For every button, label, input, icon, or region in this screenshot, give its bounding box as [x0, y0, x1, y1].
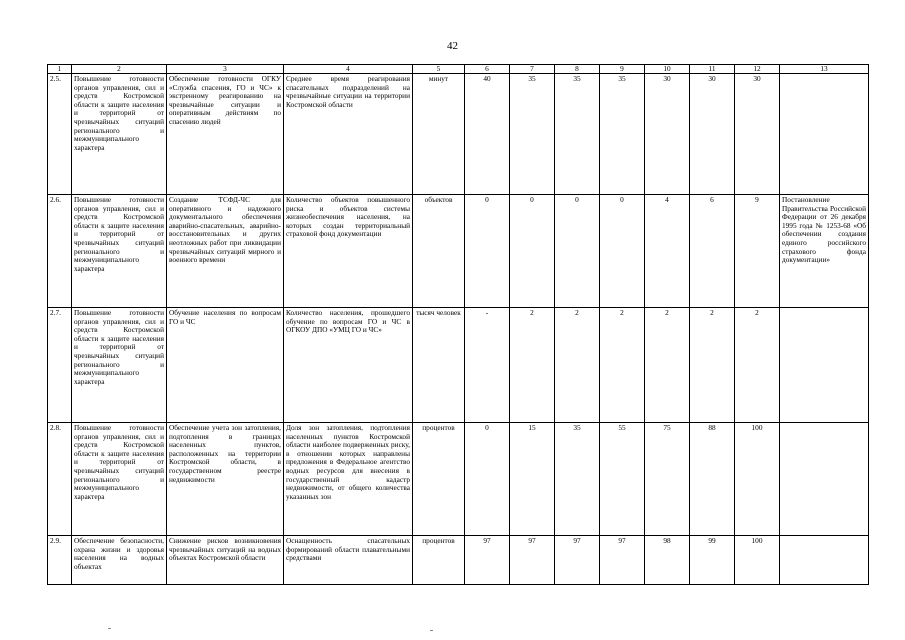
value-cell: 0 — [510, 195, 555, 308]
value-cell: - — [465, 308, 510, 423]
value-cell: 30 — [735, 74, 780, 195]
note-cell — [780, 536, 869, 585]
value-cell: 100 — [735, 423, 780, 536]
value-cell: 35 — [600, 74, 645, 195]
header-cell: 12 — [735, 65, 780, 74]
value-cell: 0 — [465, 195, 510, 308]
value-cell: 97 — [465, 536, 510, 585]
header-cell: 13 — [780, 65, 869, 74]
value-cell: 98 — [645, 536, 690, 585]
page-number: 42 — [447, 40, 458, 52]
value-cell: 2 — [645, 308, 690, 423]
value-cell: 9 — [735, 195, 780, 308]
row-number: 2.5. — [48, 74, 72, 195]
header-cell: 4 — [284, 65, 413, 74]
table-row — [48, 536, 869, 585]
value-cell: 97 — [555, 536, 600, 585]
value-cell: 0 — [465, 423, 510, 536]
unit-cell: процентов — [413, 536, 465, 585]
table-row — [48, 195, 869, 308]
note-cell — [780, 74, 869, 195]
value-cell: 99 — [690, 536, 735, 585]
scan-mark — [430, 630, 433, 631]
scan-mark — [108, 628, 111, 629]
header-cell: 2 — [72, 65, 167, 74]
value-cell: 30 — [690, 74, 735, 195]
value-cell: 0 — [600, 195, 645, 308]
header-cell: 9 — [600, 65, 645, 74]
header-cell: 7 — [510, 65, 555, 74]
indicators-table — [47, 64, 869, 585]
header-cell: 5 — [413, 65, 465, 74]
value-cell: 2 — [690, 308, 735, 423]
unit-cell: процентов — [413, 423, 465, 536]
value-cell: 30 — [645, 74, 690, 195]
task-cell: Создание ТСФД-ЧС для оперативного и надежного документального обеспечения аварийно-спасательных, аварийно-восстановительных и других неотложных работ при ликвидации чрезвычайных ситуаций мирного и военного времени — [167, 195, 284, 308]
table-row — [48, 74, 869, 195]
goal-cell: Повышение готовности органов управления, сил и средств Костромской области к защите населения и территорий от чрезвычайных ситуаций регионального и межмуниципального характера — [72, 74, 167, 195]
value-cell: 100 — [735, 536, 780, 585]
table-row — [48, 308, 869, 423]
unit-cell: минут — [413, 74, 465, 195]
indicator-cell: Количество объектов повышенного риска и объектов системы жизнеобеспечения населения, на которых создан территориальный страховой фонд документации — [284, 195, 413, 308]
value-cell: 6 — [690, 195, 735, 308]
task-cell: Снижение рисков возникновения чрезвычайных ситуаций на водных объектах Костромской области — [167, 536, 284, 585]
header-row — [48, 65, 869, 74]
value-cell: 0 — [555, 195, 600, 308]
indicator-cell: Оснащенность спасательных формирований области плавательными средствами — [284, 536, 413, 585]
row-number: 2.8. — [48, 423, 72, 536]
value-cell: 35 — [555, 423, 600, 536]
task-cell: Обеспечение готовности ОГКУ «Служба спасения, ГО и ЧС» к экстренному реагированию на чрезвычайные ситуации и оперативным действиям по спасению людей — [167, 74, 284, 195]
value-cell: 97 — [510, 536, 555, 585]
table-row — [48, 423, 869, 536]
value-cell: 15 — [510, 423, 555, 536]
header-cell: 11 — [690, 65, 735, 74]
note-cell — [780, 423, 869, 536]
value-cell: 35 — [555, 74, 600, 195]
value-cell: 88 — [690, 423, 735, 536]
value-cell: 40 — [465, 74, 510, 195]
goal-cell: Повышение готовности органов управления, сил и средств Костромской области к защите населения и территорий от чрезвычайных ситуаций регионального и межмуниципального характера — [72, 308, 167, 423]
header-cell: 1 — [48, 65, 72, 74]
value-cell: 55 — [600, 423, 645, 536]
goal-cell: Обеспечение безопасности, охрана жизни и здоровья населения на водных объектах — [72, 536, 167, 585]
value-cell: 2 — [735, 308, 780, 423]
header-cell: 6 — [465, 65, 510, 74]
value-cell: 2 — [555, 308, 600, 423]
header-cell: 3 — [167, 65, 284, 74]
task-cell: Обеспечение учета зон затопления, подтопления в границах населенных пунктов, расположенных на территории Костромской области, в государственном реестре недвижимости — [167, 423, 284, 536]
value-cell: 2 — [510, 308, 555, 423]
goal-cell: Повышение готовности органов управления, сил и средств Костромской области к защите населения и территорий от чрезвычайных ситуаций регионального и межмуниципального характера — [72, 423, 167, 536]
value-cell: 97 — [600, 536, 645, 585]
task-cell: Обучение населения по вопросам ГО и ЧС — [167, 308, 284, 423]
unit-cell: объектов — [413, 195, 465, 308]
value-cell: 4 — [645, 195, 690, 308]
unit-cell: тысяч человек — [413, 308, 465, 423]
indicator-cell: Доля зон затопления, подтопления населенных пунктов Костромской области наиболее подверженных риску, в отношении которых направлены предложения в Федеральное агентство водных ресурсов для внесения в государственный кадастр недвижимости, от общего количества указанных зон — [284, 423, 413, 536]
value-cell: 2 — [600, 308, 645, 423]
note-cell: Постановление Правительства Российской Федерации от 26 декабря 1995 года № 1253-68 «Об обеспечении создания единого российского страхового фонда документации» — [780, 195, 869, 308]
value-cell: 75 — [645, 423, 690, 536]
goal-cell: Повышение готовности органов управления, сил и средств Костромской области к защите населения и территорий от чрезвычайных ситуаций регионального и межмуниципального характера — [72, 195, 167, 308]
row-number: 2.9. — [48, 536, 72, 585]
header-cell: 8 — [555, 65, 600, 74]
row-number: 2.7. — [48, 308, 72, 423]
value-cell: 35 — [510, 74, 555, 195]
indicator-cell: Среднее время реагирования спасательных подразделений на чрезвычайные ситуации на территории Костромской области — [284, 74, 413, 195]
note-cell — [780, 308, 869, 423]
row-number: 2.6. — [48, 195, 72, 308]
indicator-cell: Количество населения, прошедшего обучение по вопросам ГО и ЧС в ОГКОУ ДПО «УМЦ ГО и ЧС» — [284, 308, 413, 423]
header-cell: 10 — [645, 65, 690, 74]
